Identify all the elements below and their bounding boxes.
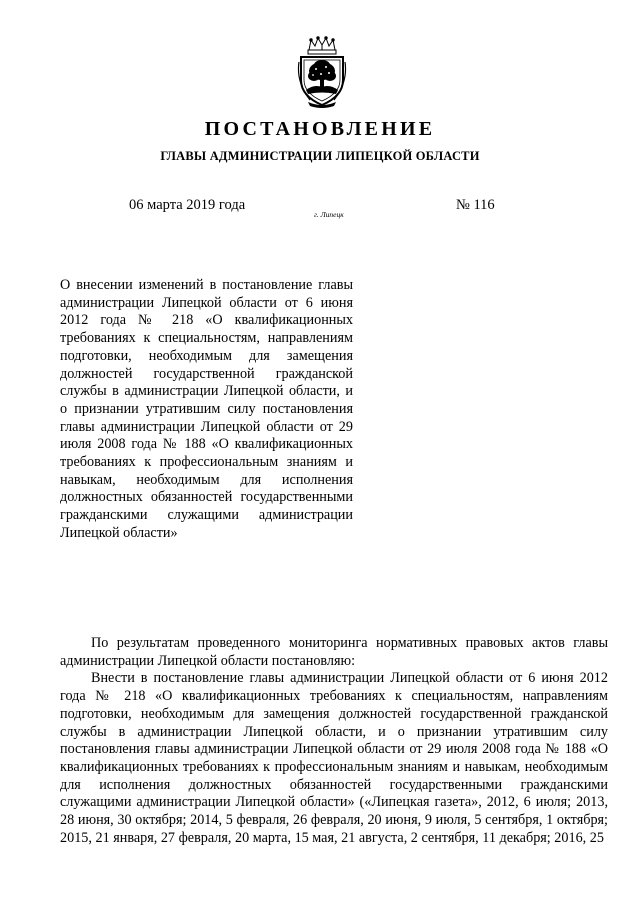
- body-paragraph: Внести в постановление главы администрации Липецкой области от 6 июня 2012 года № 218 «О квалификационных требованиях к специальностям, направлениям подготовки, необходимым для замещения должностей государственной гражданской службы в администрации Липецкой области, и о признании утратившим силу постановления главы администрации Липецкой области от 29 июля 2008 года № 188 «О квалификационных требованиях к профессиональным знаниям и навыкам, необходимым для исполнения должностных обязанностей государственными гражданскими служащими администрации Липецкой области» («Липецкая газета», 2012, 6 июля; 2013, 28 июня, 30 октября; 2014, 5 февраля, 26 февраля, 20 июня, 9 июля, 5 сентября, 1 октября; 2015, 21 января, 27 февраля, 20 марта, 15 мая, 21 августа, 2 сентября, 11 декабря; 2016, 25: [60, 670, 608, 846]
- document-body: [60, 635, 608, 847]
- body-paragraph: По результатам проведенного мониторинга нормативных правовых актов главы администрации Липецкой области постановляю:: [60, 635, 608, 669]
- document-number: № 116: [456, 197, 495, 213]
- coat-of-arms-icon: [296, 36, 348, 108]
- document-title: ПОСТАНОВЛЕНИЕ: [204, 118, 436, 140]
- document-subject: О внесении изменений в постановление главы администрации Липецкой области от 6 июня 2012 года № 218 «О квалификационных требованиях к специальностям, направлениям подготовки, необходимым для замещения должностей государственной гражданской службы в администрации Липецкой области, и о признании утратившим силу постановления главы администрации Липецкой области от 29 июля 2008 года № 188 «О квалификационных требованиях к профессиональным знаниям и навыкам, необходимым для исполнения должностных обязанностей государственными гражданскими служащими администрации Липецкой области»: [60, 277, 353, 541]
- document-date: 06 марта 2019 года: [129, 197, 246, 213]
- document-city: г. Липецк: [314, 210, 344, 219]
- document-subtitle: ГЛАВЫ АДМИНИСТРАЦИИ ЛИПЕЦКОЙ ОБЛАСТИ: [160, 149, 480, 163]
